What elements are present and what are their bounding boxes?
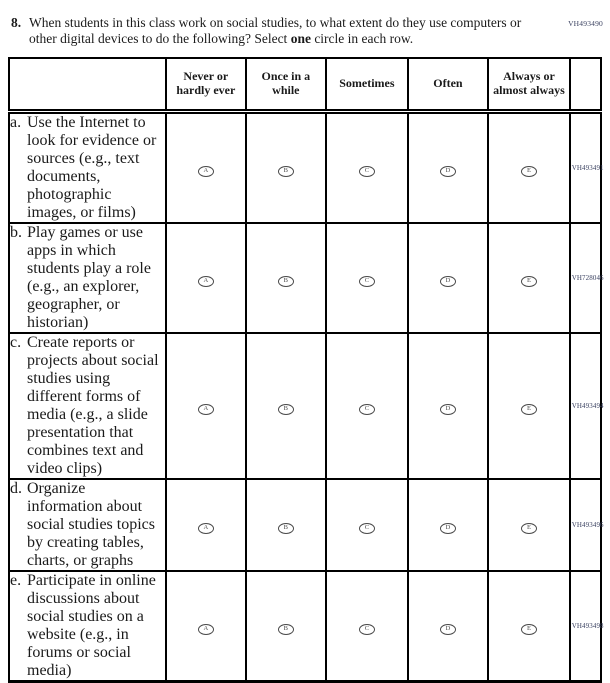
option-cell	[408, 479, 489, 571]
option-cell	[166, 111, 246, 223]
answer-circle-b[interactable]: B	[278, 166, 294, 177]
header-code-cell	[570, 58, 601, 112]
option-cell	[246, 223, 327, 333]
option-cell	[246, 479, 327, 571]
column-header-3: Sometimes	[326, 58, 408, 112]
answer-circle-b[interactable]: B	[278, 276, 294, 287]
row-label-text: Create reports or projects about social studies using different forms of media (e.g., a slide presentation that combines text and video clips)	[27, 333, 159, 477]
option-cell	[246, 333, 327, 479]
option-cell	[488, 333, 570, 479]
answer-circle-e[interactable]: E	[521, 624, 537, 635]
option-cell	[326, 479, 408, 571]
option-cell	[326, 571, 408, 682]
column-header-4: Often	[408, 58, 489, 112]
row-label-cell	[9, 111, 166, 223]
answer-circle-b[interactable]: B	[278, 523, 294, 534]
row-letter: e.	[10, 571, 22, 589]
option-cell	[326, 333, 408, 479]
option-cell	[166, 223, 246, 333]
row-label-cell	[9, 223, 166, 333]
answer-circle-a[interactable]: A	[198, 624, 214, 635]
table-row	[9, 223, 601, 333]
answer-circle-b[interactable]: B	[278, 624, 294, 635]
answer-circle-a[interactable]: A	[198, 404, 214, 415]
question-stem	[11, 15, 550, 48]
table-row	[9, 333, 601, 479]
table-row	[9, 571, 601, 682]
option-cell	[408, 111, 489, 223]
option-cell	[408, 571, 489, 682]
row-code-cell: VH493498	[570, 571, 601, 682]
option-cell	[408, 223, 489, 333]
answer-circle-d[interactable]: D	[440, 523, 456, 534]
answer-circle-e[interactable]: E	[521, 276, 537, 287]
response-matrix-table	[8, 57, 602, 683]
option-cell	[488, 479, 570, 571]
row-code-cell: VH493496	[570, 479, 601, 571]
row-label-text: Play games or use apps in which students play a role (e.g., an explorer, geographer, or historian)	[27, 223, 151, 331]
answer-circle-b[interactable]: B	[278, 404, 294, 415]
question-text	[29, 15, 550, 48]
table-body	[9, 111, 604, 681]
row-label-text: Use the Internet to look for evidence or sources (e.g., text documents, photographic images, or films)	[27, 113, 157, 221]
table-row	[9, 111, 601, 223]
row-label-text: Organize information about social studies topics by creating tables, charts, or graphs	[27, 479, 155, 569]
row-code-cell: VH493491	[570, 111, 601, 223]
question-accession-code: VH493490	[568, 19, 603, 28]
option-cell	[326, 111, 408, 223]
question-text-bold: one	[290, 31, 311, 47]
column-header-5: Always or almost always	[488, 58, 570, 112]
question-text-post: circle in each row.	[310, 31, 414, 47]
header-row	[9, 58, 601, 112]
option-cell	[246, 571, 327, 682]
option-cell	[166, 571, 246, 682]
answer-circle-d[interactable]: D	[440, 624, 456, 635]
option-cell	[408, 333, 489, 479]
answer-circle-c[interactable]: C	[359, 624, 375, 635]
question-number: 8.	[11, 15, 22, 30]
column-header-1: Never or hardly ever	[166, 58, 246, 112]
answer-circle-e[interactable]: E	[521, 404, 537, 415]
row-letter: b.	[10, 223, 22, 241]
answer-circle-c[interactable]: C	[359, 404, 375, 415]
answer-circle-d[interactable]: D	[440, 276, 456, 287]
column-header-2: Once in a while	[246, 58, 327, 112]
row-label-cell	[9, 479, 166, 571]
question-text-pre: When students in this class work on social studies, to what extent do they use computers or other digital devices to do the following? Select	[29, 15, 522, 47]
option-cell	[488, 111, 570, 223]
answer-circle-d[interactable]: D	[440, 404, 456, 415]
option-cell	[326, 223, 408, 333]
option-cell	[246, 111, 327, 223]
option-cell	[488, 223, 570, 333]
row-label-cell	[9, 571, 166, 682]
row-label-text: Participate in online discussions about social studies on a website (e.g., in forums or social media)	[27, 571, 156, 679]
answer-circle-a[interactable]: A	[198, 166, 214, 177]
table-header	[9, 58, 601, 112]
answer-circle-a[interactable]: A	[198, 276, 214, 287]
row-code-cell: VH728046	[570, 223, 601, 333]
row-code-cell: VH493494	[570, 333, 601, 479]
answer-circle-e[interactable]: E	[521, 166, 537, 177]
option-cell	[166, 333, 246, 479]
answer-circle-c[interactable]: C	[359, 523, 375, 534]
option-cell	[488, 571, 570, 682]
option-cell	[166, 479, 246, 571]
answer-circle-e[interactable]: E	[521, 523, 537, 534]
row-letter: c.	[10, 333, 22, 351]
answer-circle-d[interactable]: D	[440, 166, 456, 177]
row-letter: d.	[10, 479, 22, 497]
answer-circle-c[interactable]: C	[359, 276, 375, 287]
row-letter: a.	[10, 113, 22, 131]
row-label-cell	[9, 333, 166, 479]
table-row	[9, 479, 601, 571]
answer-circle-c[interactable]: C	[359, 166, 375, 177]
answer-circle-a[interactable]: A	[198, 523, 214, 534]
header-corner-cell	[9, 58, 166, 112]
